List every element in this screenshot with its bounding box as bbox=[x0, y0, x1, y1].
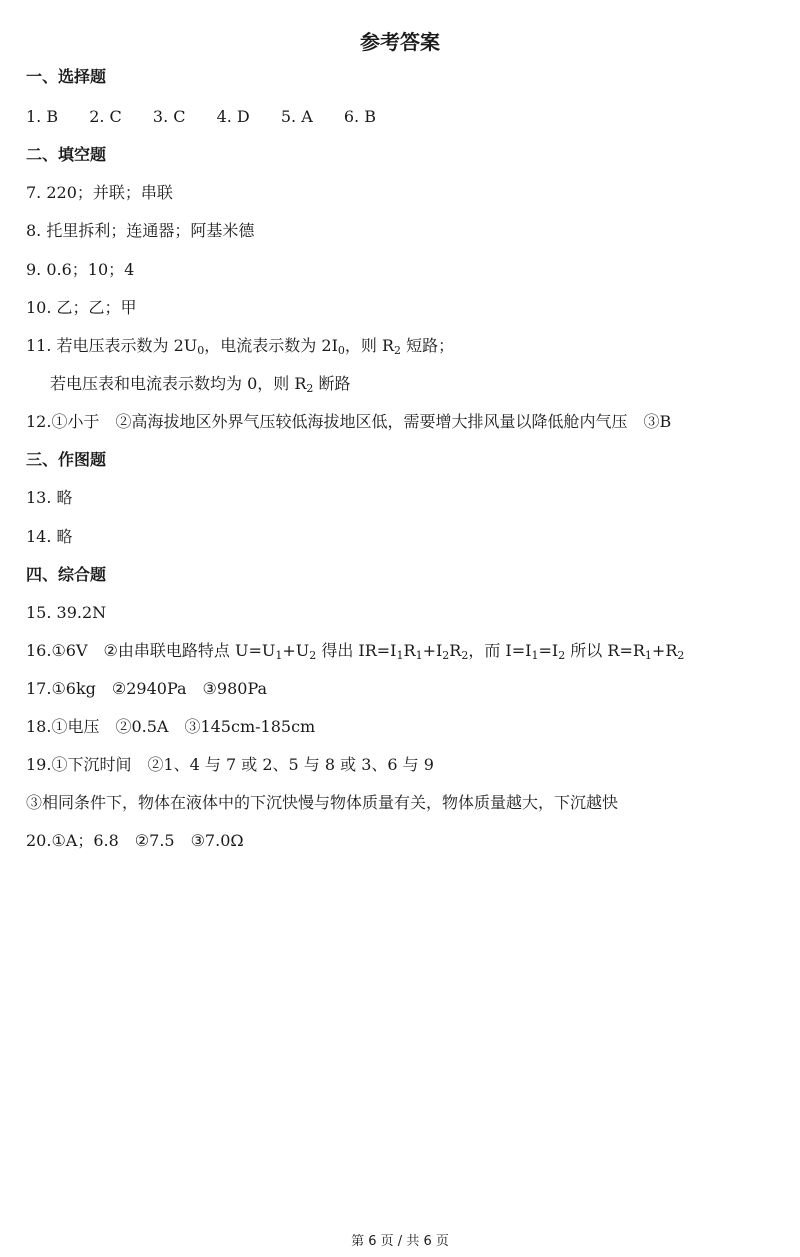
answer-17: 17.①6kg ②2940Pa ③980Pa bbox=[26, 679, 268, 698]
answer-19-part-2: ③相同条件下，物体在液体中的下沉快慢与物体质量有关，物体质量越大，下沉越快 bbox=[26, 793, 619, 812]
answer-1: 1. B bbox=[26, 107, 59, 126]
answer-20: 20.①A；6.8 ②7.5 ③7.0Ω bbox=[26, 831, 244, 850]
answer-16: 16.①6V ②由串联电路特点 $U=U_1+U_2$ 得出 $IR=I_1R_1+I_2R_2$，而 $I=I_1=I_2$ 所以 $R=R_1+R_2$ bbox=[26, 641, 685, 662]
answer-12: 12.①小于 ②高海拔地区外界气压较低海拔地区低，需要增大排风量以降低舱内气压 ③B bbox=[26, 412, 672, 431]
answer-3: 3. C bbox=[152, 107, 186, 126]
answer-11-line-2: 若电压表和电流表示数均为 0，则 $R_2$ 断路 bbox=[50, 374, 351, 395]
answer-8: 8. 托里拆利；连通器；阿基米德 bbox=[26, 221, 255, 240]
answer-6: 6. B bbox=[343, 107, 376, 126]
multiple-choice-answers bbox=[26, 106, 402, 128]
section-heading-comprehensive: 四、综合题 bbox=[26, 565, 107, 584]
answer-14: 14. 略 bbox=[26, 527, 73, 546]
section-heading-drawing: 三、作图题 bbox=[26, 450, 107, 469]
answer-7: 7. 220；并联；串联 bbox=[26, 183, 173, 202]
answer-11-line-1: 11. 若电压表示数为 $2U_0$，电流表示数为 $2I_0$，则 $R_2$ 短路； bbox=[26, 336, 455, 357]
page-number-footer: 第 6 页 / 共 6 页 bbox=[351, 1234, 449, 1249]
section-heading-fill: 二、填空题 bbox=[26, 145, 107, 164]
answer-18: 18.①电压 ②0.5A ③145cm-185cm bbox=[26, 717, 316, 736]
page-title: 参考答案 bbox=[360, 30, 440, 54]
answer-9: 9. 0.6；10；4 bbox=[26, 260, 135, 279]
answer-15: 15. 39.2N bbox=[26, 603, 107, 622]
answer-10: 10. 乙；乙；甲 bbox=[26, 298, 137, 317]
answer-4: 4. D bbox=[216, 107, 250, 126]
answer-2: 2. C bbox=[89, 107, 122, 126]
answer-19-part-1: 19.①下沉时间 ②1、4 与 7 或 2、5 与 8 或 3、6 与 9 bbox=[26, 755, 434, 774]
section-heading-choice: 一、选择题 bbox=[26, 67, 107, 86]
answer-13: 13. 略 bbox=[26, 488, 73, 507]
answer-5: 5. A bbox=[280, 107, 313, 126]
